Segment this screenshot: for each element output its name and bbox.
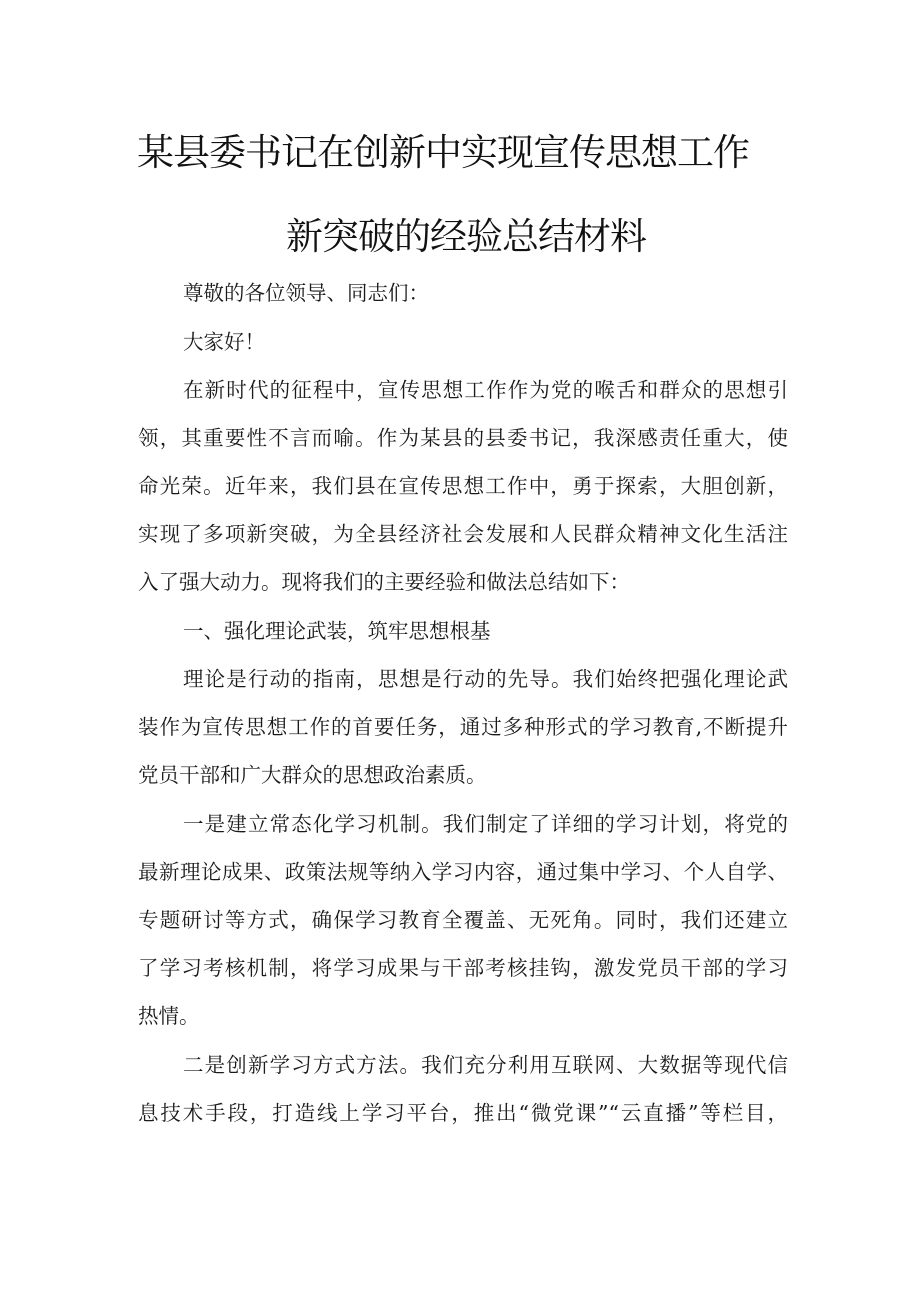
body-line: 领，其重要性不言而喻。作为某县的县委书记，我深感责任重大，使: [138, 426, 788, 450]
salutation: 尊敬的各位领导、同志们：: [183, 281, 429, 305]
body-line: 入了强大动力。现将我们的主要经验和做法总结如下：: [138, 570, 630, 594]
body-line: 二是创新学习方式方法。我们充分利用互联网、大数据等现代信: [183, 1053, 788, 1077]
body-line: 实现了多项新突破，为全县经济社会发展和人民群众精神文化生活注: [138, 522, 788, 546]
body-line: 理论是行动的指南，思想是行动的先导。我们始终把强化理论武: [183, 667, 788, 691]
document-title-line-2: 新突破的经验总结材料: [286, 215, 646, 258]
document-title-line-1: 某县委书记在创新中实现宣传思想工作: [137, 131, 749, 174]
body-line: 最新理论成果、政策法规等纳入学习内容，通过集中学习、个人自学、: [138, 860, 788, 884]
body-line: 热情。: [138, 1004, 200, 1028]
body-line: 息技术手段，打造线上学习平台，推出“微党课”“云直播”等栏目，: [138, 1101, 788, 1125]
body-line: 专题研讨等方式，确保学习教育全覆盖、无死角。同时，我们还建立: [138, 908, 788, 932]
body-line: 了学习考核机制，将学习成果与干部考核挂钩，激发党员干部的学习: [138, 956, 788, 980]
section-heading: 一、强化理论武装，筑牢思想根基: [183, 619, 491, 643]
body-line: 命光荣。近年来，我们县在宣传思想工作中，勇于探索，大胆创新，: [138, 474, 788, 498]
body-line: 一是建立常态化学习机制。我们制定了详细的学习计划，将党的: [183, 812, 788, 836]
body-line: 党员干部和广大群众的思想政治素质。: [138, 763, 487, 787]
greeting: 大家好！: [183, 330, 265, 354]
body-line: 装作为宣传思想工作的首要任务，通过多种形式的学习教育,不断提升: [138, 715, 788, 739]
body-line: 在新时代的征程中，宣传思想工作作为党的喉舌和群众的思想引: [183, 378, 788, 402]
